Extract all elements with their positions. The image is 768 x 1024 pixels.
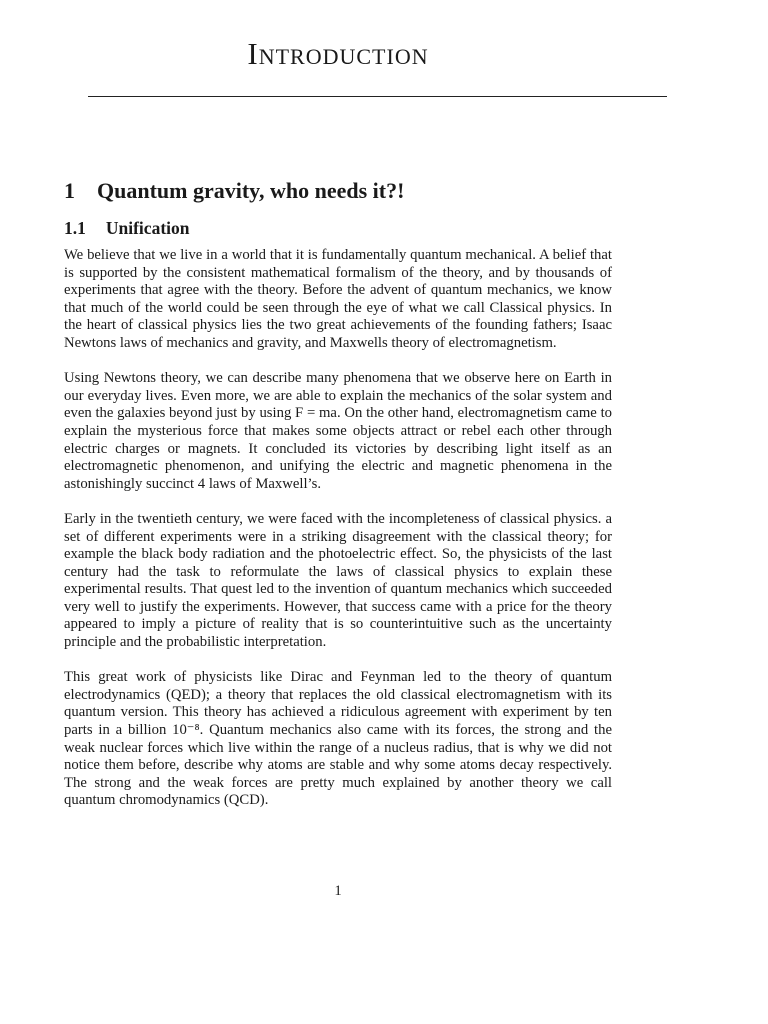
section-heading: [64, 178, 404, 204]
section-title: Quantum gravity, who needs it?!: [97, 178, 405, 203]
page-number: 1: [334, 883, 342, 899]
subsection-heading: [64, 218, 190, 239]
chapter-title: Introduction: [247, 36, 429, 71]
paragraph: Early in the twentieth century, we were faced with the incompleteness of classical physics. a set of different experiments were in a striking disagreement with the classical theory; for example the black body radiation and the photoelectric effect. So, the physicists of the last century had the task to reformulate the laws of classical physics to explain these experimental results. That quest led to the invention of quantum mechanics which succeeded very well to justify the experiments. However, that success came with a price for the theory appeared to imply a picture of reality that is so counterintuitive such as the uncertainty principle and the probabilistic interpretation.: [64, 510, 612, 651]
paragraph: This great work of physicists like Dirac and Feynman led to the theory of quantum electrodynamics (QED); a theory that replaces the old classical electromagnetism with its quantum version. This theory has achieved a ridiculous agreement with experiment by ten parts in a billion 10⁻⁸. Quantum mechanics also came with its forces, the strong and the weak nuclear forces which live within the range of a nucleus radius, that is why we did not notice them before, describe why atoms are stable and why some atoms decay respectively. The strong and the weak forces are pretty much explained by another theory we call quantum chromodynamics (QCD).: [64, 669, 612, 809]
paragraph: Using Newtons theory, we can describe many phenomena that we observe here on Earth in our everyday lives. Even more, we are able to explain the mechanics of the solar system and even the galaxies beyond just by using F = ma. On the other hand, electromagnetism came to explain the mysterious force that makes some objects attract or rebel each other through electric charges or magnets. It concluded its victories by describing light itself as an electromagnetic phenomenon, and unifying the electric and magnetic phenomena in the astonishingly succinct 4 laws of Maxwell’s.: [64, 370, 612, 492]
subsection-number: 1.1: [64, 218, 86, 238]
subsection-title: Unification: [105, 218, 190, 238]
title-rule: [88, 96, 667, 97]
section-number: 1: [64, 178, 75, 203]
paragraph: We believe that we live in a world that it is fundamentally quantum mechanical. A belief that is supported by the consistent mathematical formalism of the theory, and by thousands of experiments that agree with the theory. Before the advent of quantum mechanics, we know that much of the world could be seen through the eye of what we call Classical physics. In the heart of classical physics lies the two great achievements of the founding fathers; Isaac Newtons laws of mechanics and gravity, and Maxwells theory of electromagnetism.: [64, 247, 612, 351]
body-text: [64, 247, 612, 828]
